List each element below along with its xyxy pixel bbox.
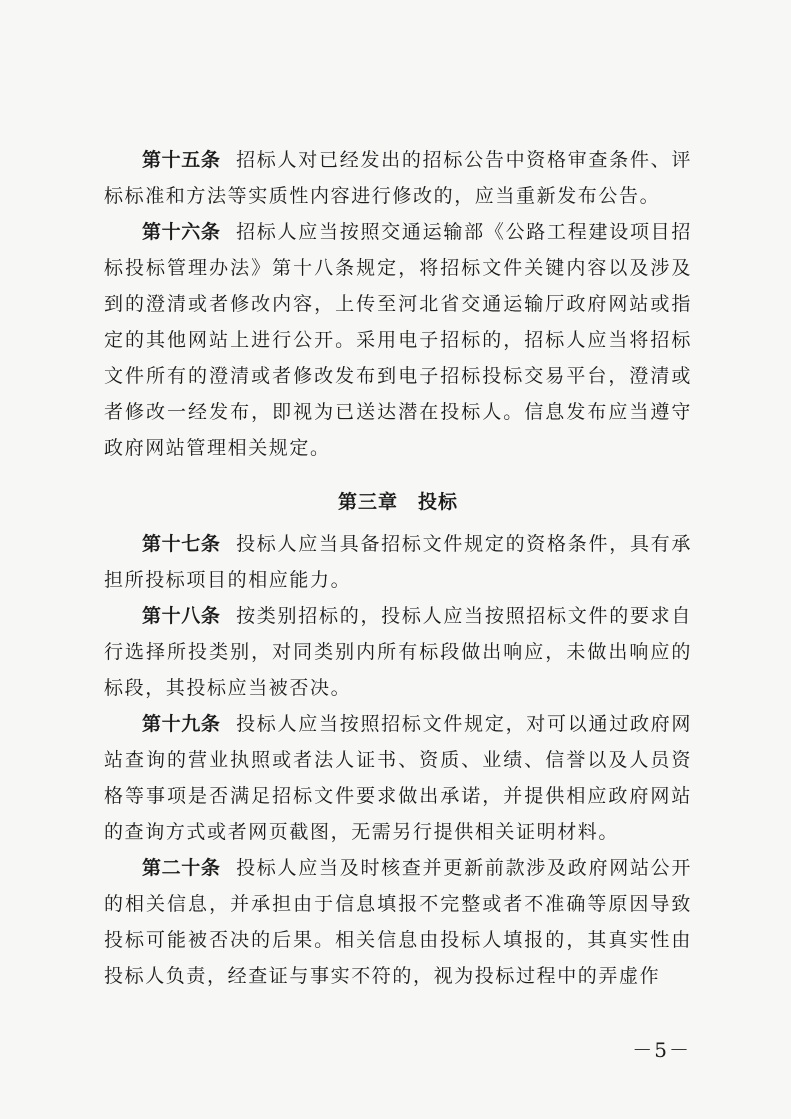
page-number: －5－: [632, 1038, 691, 1062]
article-16: [104, 214, 692, 466]
article-text: 招标人应当按照交通运输部《公路工程建设项目招标投标管理办法》第十八条规定，将招标文件关键内容以及涉及到的澄清或者修改内容，上传至河北省交通运输厅政府网站或指定的其他网站上进行公开。采用电子招标的，招标人应当将招标文件所有的澄清或者修改发布到电子招标投标交易平台，澄清或者修改一经发布，即视为已送达潜在投标人。信息发布应当遵守政府网站管理相关规定。: [104, 221, 693, 459]
article-18: [104, 598, 692, 706]
article-text: 按类别招标的，投标人应当按照招标文件的要求自行选择所投类别，对同类别内所有标段做出响应，未做出响应的标段，其投标应当被否决。: [104, 605, 693, 699]
article-number: 第十八条: [142, 605, 221, 627]
article-text: 招标人对已经发出的招标公告中资格审查条件、评标标准和方法等实质性内容进行修改的，应当重新发布公告。: [104, 149, 693, 207]
article-text: 投标人应当按照招标文件规定，对可以通过政府网站查询的营业执照或者法人证书、资质、业绩、信誉以及人员资格等事项是否满足招标文件要求做出承诺，并提供相应政府网站的查询方式或者网页截图，无需另行提供相关证明材料。: [104, 713, 693, 843]
article-number: 第十六条: [142, 221, 221, 243]
chapter-heading: 第三章 投标: [337, 491, 458, 513]
article-number: 第十七条: [142, 533, 221, 555]
body-text: [104, 142, 692, 994]
article-text: 投标人应当具备招标文件规定的资格条件，具有承担所投标项目的相应能力。: [104, 533, 693, 591]
article-number: 第十九条: [142, 713, 221, 735]
article-text: 投标人应当及时核查并更新前款涉及政府网站公开的相关信息，并承担由于信息填报不完整或者不准确等原因导致投标可能被否决的后果。相关信息由投标人填报的，其真实性由投标人负责，经查证与事实不符的，视为投标过程中的弄虚作: [104, 857, 693, 987]
article-20: [104, 850, 692, 994]
article-17: [104, 526, 692, 598]
article-number: 第十五条: [142, 149, 221, 171]
article-number: 第二十条: [142, 857, 221, 879]
article-15: [104, 142, 692, 214]
article-19: [104, 706, 692, 850]
